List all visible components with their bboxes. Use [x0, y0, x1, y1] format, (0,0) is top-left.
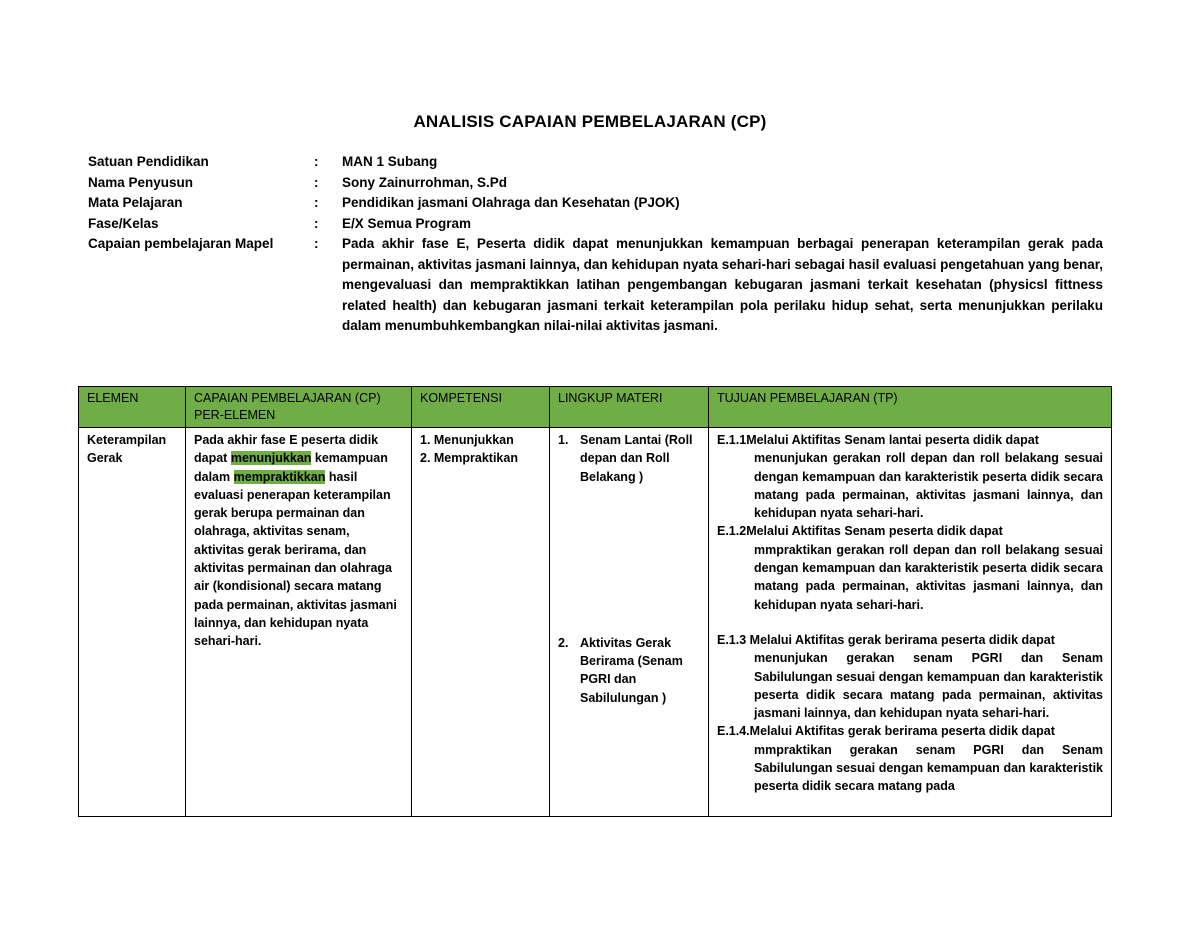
- document-title: ANALISIS CAPAIAN PEMBELAJARAN (CP): [413, 112, 767, 131]
- tp-code: E.1.4.: [717, 724, 750, 739]
- meta-value: MAN 1 Subang: [342, 154, 438, 169]
- cp-text: Pada akhir fase E peserta didik dapat: [194, 433, 379, 466]
- header-elemen: ELEMEN: [79, 387, 186, 428]
- tp-code: E.1.3: [717, 632, 747, 647]
- meta-label: Nama Penyusun: [88, 174, 194, 190]
- lingkup-num: 2.: [558, 635, 569, 650]
- kompetensi-item: 2. Mempraktikan: [420, 451, 518, 466]
- header-lingkup: LINGKUP MATERI: [550, 387, 709, 428]
- meta-row-cp-mapel: [88, 234, 1103, 337]
- cp-text: kemampuan dalam: [194, 451, 388, 484]
- kompetensi-item: 1. Menunjukkan: [420, 433, 514, 447]
- lingkup-num: 1.: [558, 433, 569, 447]
- header-kompetensi: KOMPETENSI: [412, 387, 550, 428]
- meta-colon: :: [314, 236, 319, 251]
- lingkup-text: Aktivitas Gerak Berirama (Senam PGRI dan Sabilulungan ): [580, 635, 683, 705]
- meta-colon: :: [314, 174, 319, 190]
- tp-item: [717, 631, 1103, 722]
- meta-label: Capaian pembelajaran Mapel: [88, 236, 274, 251]
- tp-item: [717, 722, 1103, 795]
- lingkup-item: [558, 634, 700, 707]
- tp-rest: mmpraktikan gerakan senam PGRI dan Senam Sabilulungan sesuai dengan kemampuan dan karakteristik peserta didik secara matang pada: [754, 742, 1103, 794]
- tp-code: E.1.2: [717, 524, 747, 539]
- tp-rest: mmpraktikan gerakan roll depan dan roll belakang sesuai dengan kemampuan dan karakteristik peserta didik secara matang pada permainan, aktivitas jasmani lainnya, dan kehidupan nyata sehari-hari.: [754, 542, 1103, 612]
- meta-value: Sony Zainurrohman, S.Pd: [342, 174, 508, 190]
- cell-lingkup: [550, 428, 709, 817]
- cp-text: hasil evaluasi penerapan keterampilan gerak berupa permainan dan olahraga, aktivitas senam, aktivitas gerak berirama, dan aktivitas permainan dan olahraga air (kondisional) secara matang pada permainan, aktivitas jasmani lainnya, dan kehidupan nyata sehari-hari.: [194, 469, 397, 649]
- tp-first: Melalui Aktifitas gerak berirama peserta didik dapat: [746, 632, 1055, 647]
- cp-highlight: mempraktikkan: [233, 469, 326, 484]
- meta-row-satuan: [88, 152, 1103, 173]
- table-header-row: [79, 387, 1112, 428]
- meta-row-penyusun: [88, 173, 1103, 194]
- meta-value: Pendidikan jasmani Olahraga dan Kesehatan (PJOK): [342, 195, 680, 210]
- lingkup-text: Senam Lantai (Roll depan dan Roll Belakang ): [580, 433, 693, 484]
- tp-first: Melalui Aktifitas Senam lantai peserta didik dapat: [746, 433, 1039, 447]
- meta-value: E/X Semua Program: [342, 215, 472, 231]
- cp-analysis-table: [78, 386, 1112, 817]
- cell-elemen: Keterampilan Gerak: [79, 428, 186, 817]
- cell-cp: [186, 428, 412, 817]
- table-row: [79, 428, 1112, 817]
- meta-label: Fase/Kelas: [88, 215, 159, 231]
- tp-first: Melalui Aktifitas Senam peserta didik dapat: [746, 524, 1003, 539]
- meta-row-fase: [88, 214, 1103, 235]
- tp-rest: menunjukan gerakan roll depan dan roll belakang sesuai dengan kemampuan dan karakteristik peserta didik secara matang pada permainan, aktivitas jasmani lainnya, dan kehidupan nyata sehari-hari.: [754, 451, 1103, 521]
- header-cp: CAPAIAN PEMBELAJARAN (CP) PER-ELEMEN: [186, 387, 412, 428]
- tp-code: E.1.1: [717, 433, 747, 447]
- meta-colon: :: [314, 195, 319, 210]
- tp-item: [717, 431, 1103, 522]
- tp-item: [717, 522, 1103, 613]
- meta-row-mapel: [88, 193, 1103, 214]
- tp-rest: menunjukan gerakan senam PGRI dan Senam Sabilulungan sesuai dengan kemampuan dan karakteristik peserta didik secara matang pada permainan, aktivitas jasmani lainnya, dan kehidupan nyata sehari-hari.: [754, 651, 1103, 721]
- meta-label: Satuan Pendidikan: [88, 154, 209, 169]
- document-meta: [88, 152, 1103, 337]
- cp-highlight: menunjukkan: [230, 451, 312, 466]
- lingkup-item: [558, 431, 700, 486]
- meta-colon: :: [314, 154, 319, 169]
- cell-tp: [709, 428, 1112, 817]
- cell-kompetensi: [412, 428, 550, 817]
- meta-label: Mata Pelajaran: [88, 195, 183, 210]
- meta-colon: :: [314, 215, 319, 231]
- tp-first: Melalui Aktifitas gerak berirama peserta didik dapat: [749, 724, 1055, 739]
- meta-value: Pada akhir fase E, Peserta didik dapat menunjukkan kemampuan berbagai penerapan keterampilan gerak pada permainan, aktivitas jasmani lainnya, dan kehidupan nyata sehari-hari sebagai hasil evaluasi pengetahuan yang benar, mengevaluasi dan mempraktikkan latihan pengembangan kebugaran jasmani terkait kesehatan (physicsl fittness related health) dan kebugaran jasmani terkait keterampilan pola perilaku hidup sehat, serta menunjukkan perilaku dalam menumbuhkembangkan nilai-nilai aktivitas jasmani.: [342, 236, 1103, 333]
- header-tp: TUJUAN PEMBELAJARAN (TP): [709, 387, 1112, 428]
